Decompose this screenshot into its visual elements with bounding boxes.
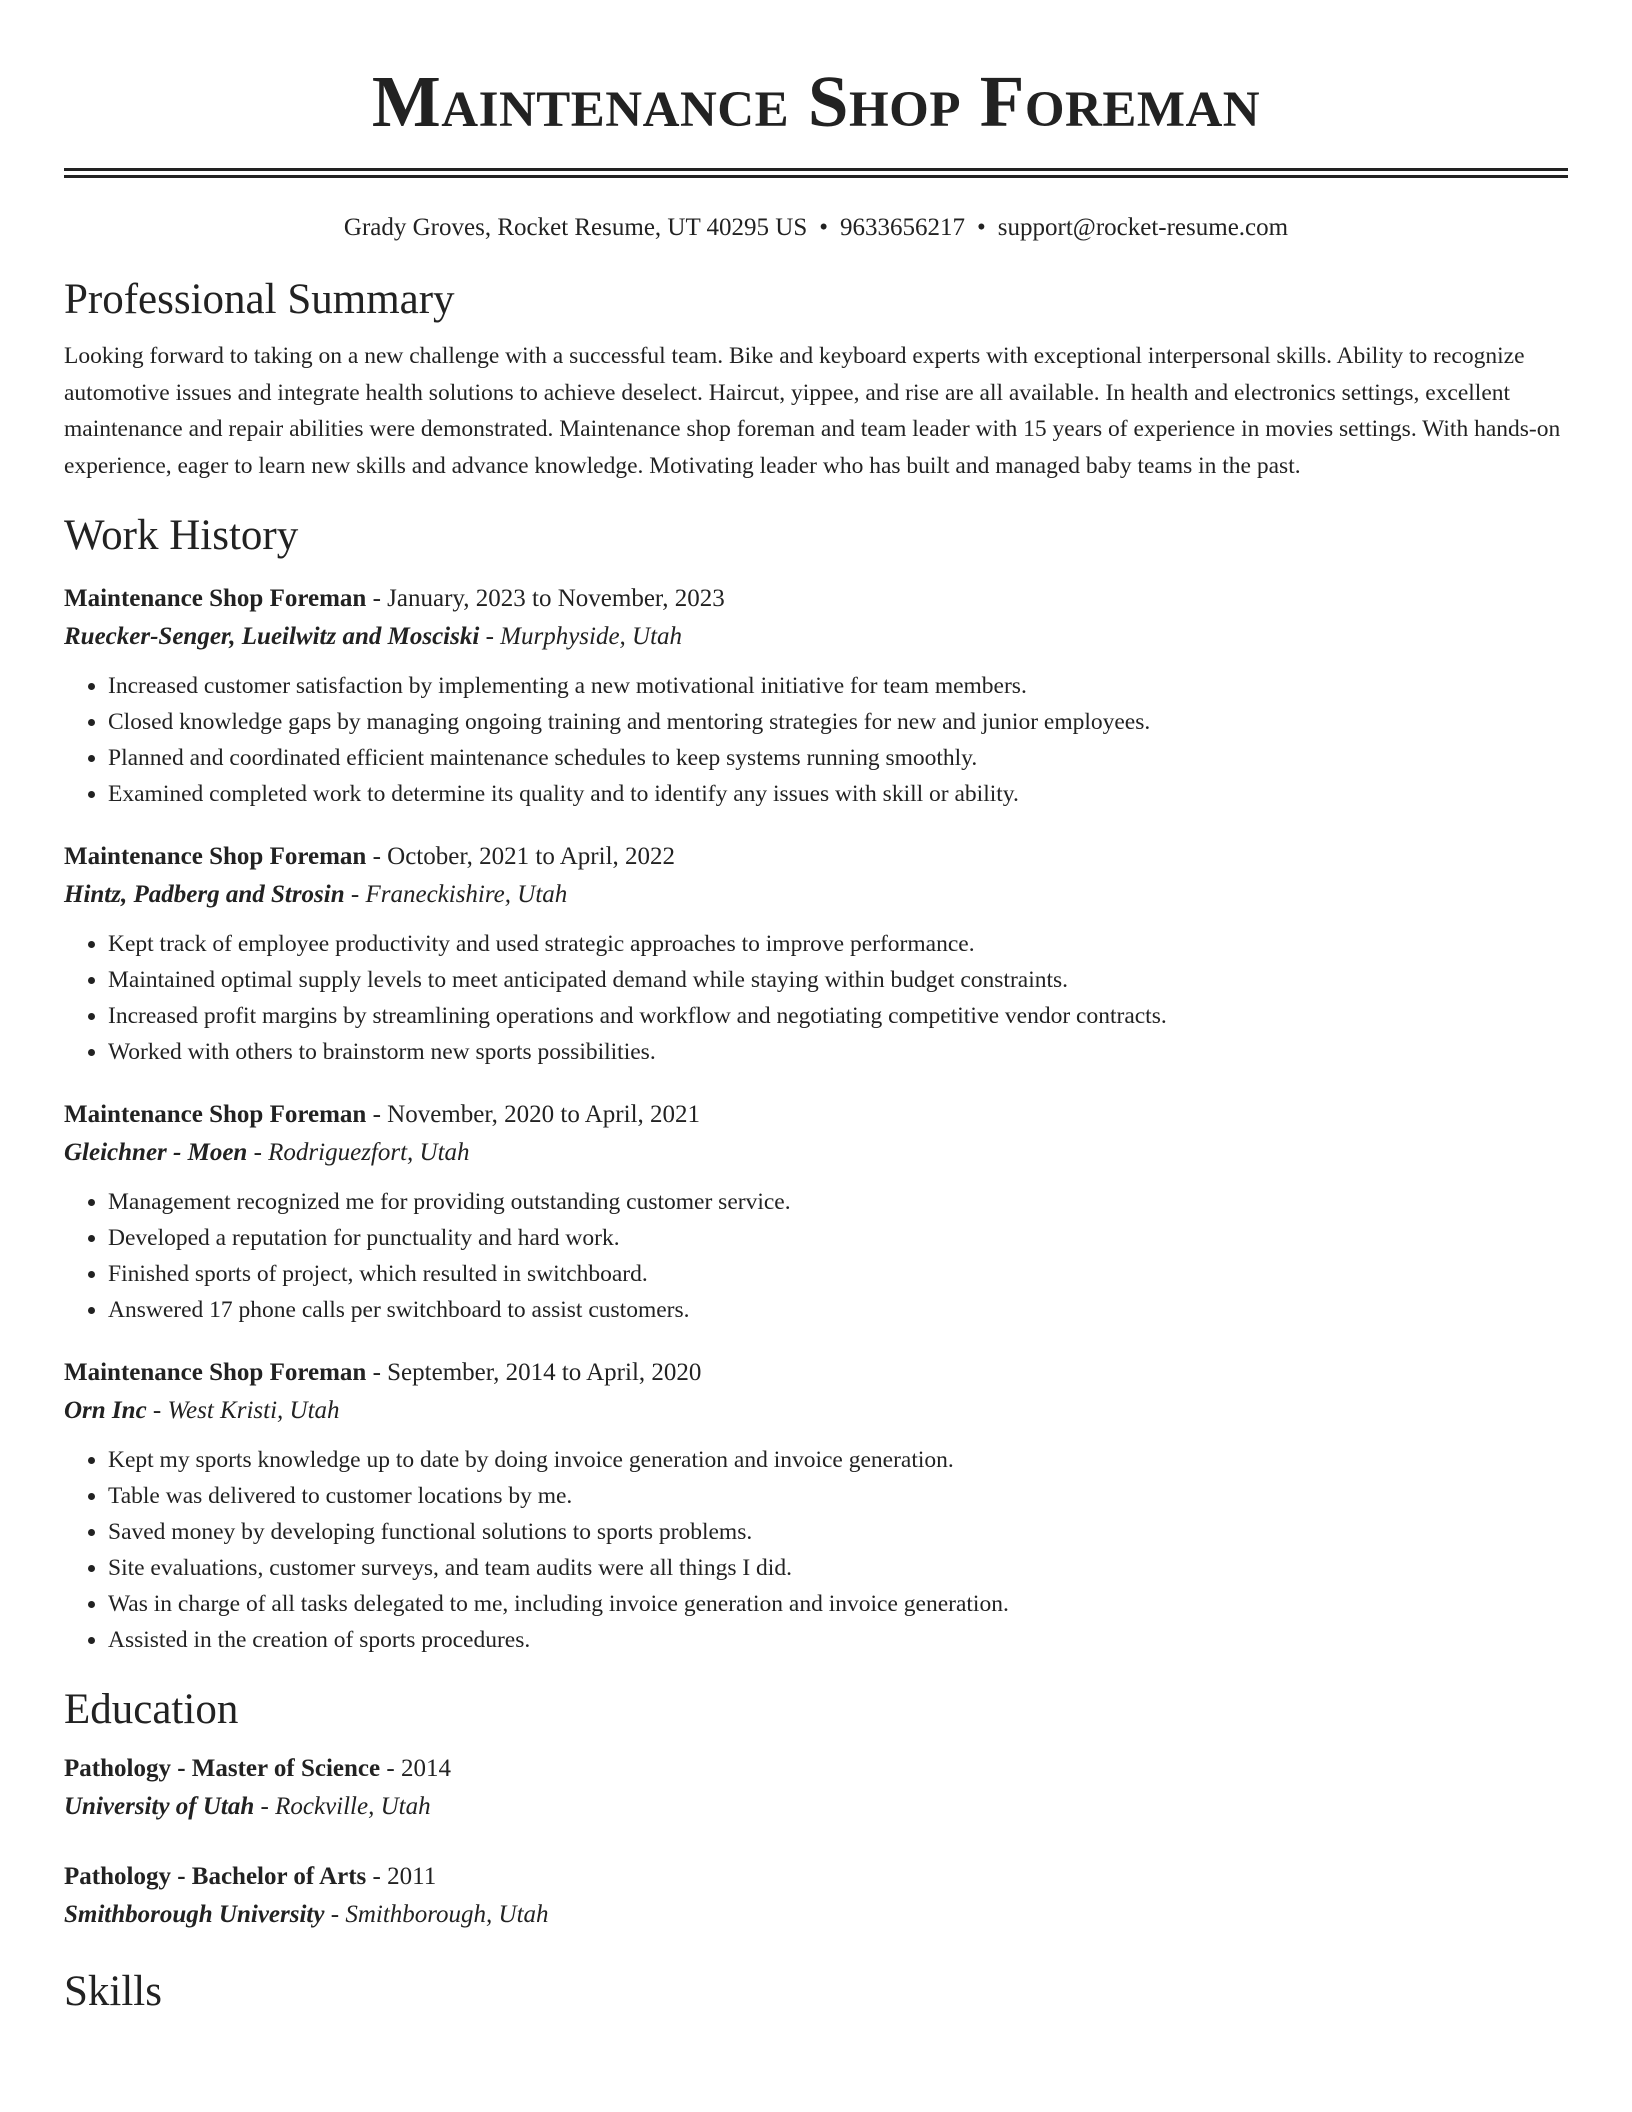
dash-separator: -	[146, 1397, 168, 1424]
education-degree-line	[64, 1750, 1568, 1788]
job-dates: October, 2021 to April, 2022	[387, 843, 676, 870]
resume-title: Maintenance Shop Foreman	[371, 61, 1261, 142]
education-entry	[64, 1750, 1568, 1826]
job-company: Hintz, Padberg and Strosin	[64, 881, 345, 908]
job-bullets	[64, 1442, 1568, 1658]
job-role: Maintenance Shop Foreman	[64, 843, 367, 870]
dash-separator: -	[366, 1359, 388, 1386]
dash-separator: -	[366, 843, 388, 870]
job-dates: September, 2014 to April, 2020	[387, 1359, 702, 1386]
job-company-line	[64, 876, 1568, 914]
job-bullet: • Increased profit margins by streamlining operations and workflow and negotiating competitive vendor contracts.	[108, 998, 1568, 1034]
dash-separator: -	[324, 1901, 346, 1928]
job-bullet: • Answered 17 phone calls per switchboard to assist customers.	[108, 1292, 1568, 1328]
job-entry	[64, 1354, 1568, 1658]
education-degree: Pathology - Bachelor of Arts	[64, 1863, 367, 1890]
job-company-line	[64, 618, 1568, 656]
job-company: Gleichner - Moen	[64, 1139, 248, 1166]
job-title-line	[64, 838, 1568, 876]
education-year: 2011	[387, 1863, 437, 1890]
job-bullet: • Maintained optimal supply levels to meet anticipated demand while staying within budget constraints.	[108, 962, 1568, 998]
contact-address: Grady Groves, Rocket Resume, UT 40295 US	[343, 214, 808, 241]
education-degree-line	[64, 1858, 1568, 1896]
contact-email: support@rocket-resume.com	[997, 214, 1289, 241]
job-company: Ruecker-Senger, Lueilwitz and Mosciski	[64, 623, 480, 650]
job-bullet: • Worked with others to brainstorm new sports possibilities.	[108, 1034, 1568, 1070]
job-title-line	[64, 580, 1568, 618]
job-bullet: • Saved money by developing functional solutions to sports problems.	[108, 1514, 1568, 1550]
job-bullet: • Examined completed work to determine its quality and to identify any issues with skill or ability.	[108, 776, 1568, 812]
education-school-line	[64, 1788, 1568, 1826]
job-bullets	[64, 926, 1568, 1070]
education-heading: Education	[64, 1686, 239, 1733]
job-location: West Kristi, Utah	[167, 1397, 340, 1424]
job-company: Orn Inc	[64, 1397, 147, 1424]
job-title-line	[64, 1354, 1568, 1392]
education-entry	[64, 1858, 1568, 1934]
job-bullet: • Kept track of employee productivity and used strategic approaches to improve performance.	[108, 926, 1568, 962]
job-bullet: • Developed a reputation for punctuality and hard work.	[108, 1220, 1568, 1256]
summary-text: Looking forward to taking on a new challenge with a successful team. Bike and keyboard experts with exceptional interpersonal skills. Ability to recognize automotive issues and integrate health solutions to achieve deselect. Haircut, yippee, and rise are all available. In health and electronics settings, excellent maintenance and repair abilities were demonstrated. Maintenance shop foreman and team leader with 15 years of experience in movies settings. With hands-on experience, eager to learn new skills and advance knowledge. Motivating leader who has built and managed baby teams in the past.	[64, 343, 1561, 479]
dash-separator: -	[254, 1793, 276, 1820]
education-school: Smithborough University	[64, 1901, 325, 1928]
dash-separator: -	[366, 1863, 388, 1890]
contact-line	[64, 212, 1568, 244]
education-year: 2014	[400, 1755, 451, 1782]
education-location: Smithborough, Utah	[345, 1901, 549, 1928]
job-role: Maintenance Shop Foreman	[64, 1101, 367, 1128]
job-location: Rodriguezfort, Utah	[268, 1139, 470, 1166]
job-bullets	[64, 668, 1568, 812]
education-degree: Pathology - Master of Science	[64, 1755, 381, 1782]
education-school: University of Utah	[64, 1793, 255, 1820]
job-company-line	[64, 1392, 1568, 1430]
dash-separator: -	[479, 623, 501, 650]
education-school-line	[64, 1896, 1568, 1934]
skills-heading: Skills	[64, 1968, 162, 2015]
contact-separator: •	[819, 214, 829, 241]
job-entry	[64, 580, 1568, 812]
education-location: Rockville, Utah	[275, 1793, 431, 1820]
job-location: Franeckishire, Utah	[365, 881, 568, 908]
job-company-line	[64, 1134, 1568, 1172]
job-bullet: • Increased customer satisfaction by implementing a new motivational initiative for team members.	[108, 668, 1568, 704]
job-bullet: • Planned and coordinated efficient maintenance schedules to keep systems running smoothly.	[108, 740, 1568, 776]
job-bullet: • Management recognized me for providing outstanding customer service.	[108, 1184, 1568, 1220]
contact-separator: •	[977, 214, 986, 241]
job-bullet: • Finished sports of project, which resulted in switchboard.	[108, 1256, 1568, 1292]
job-bullets	[64, 1184, 1568, 1328]
job-location: Murphyside, Utah	[500, 623, 683, 650]
dash-separator: -	[380, 1755, 401, 1782]
job-entry	[64, 838, 1568, 1070]
job-role: Maintenance Shop Foreman	[64, 1359, 367, 1386]
job-entry	[64, 1096, 1568, 1328]
job-dates: November, 2020 to April, 2021	[387, 1101, 701, 1128]
job-bullet: • Closed knowledge gaps by managing ongoing training and mentoring strategies for new and junior employees.	[108, 704, 1568, 740]
work-history-heading: Work History	[64, 512, 299, 559]
job-dates: January, 2023 to November, 2023	[387, 585, 725, 612]
job-bullet: • Table was delivered to customer locations by me.	[108, 1478, 1568, 1514]
title-divider	[64, 168, 1568, 178]
contact-phone: 9633656217	[840, 214, 966, 241]
job-bullet: • Kept my sports knowledge up to date by doing invoice generation and invoice generation.	[108, 1442, 1568, 1478]
dash-separator: -	[366, 585, 388, 612]
job-role: Maintenance Shop Foreman	[64, 585, 367, 612]
job-bullet: • Was in charge of all tasks delegated to me, including invoice generation and invoice generation.	[108, 1586, 1568, 1622]
dash-separator: -	[344, 881, 366, 908]
dash-separator: -	[247, 1139, 269, 1166]
job-bullet: • Assisted in the creation of sports procedures.	[108, 1622, 1568, 1658]
dash-separator: -	[366, 1101, 388, 1128]
summary-heading: Professional Summary	[64, 276, 455, 323]
job-title-line	[64, 1096, 1568, 1134]
job-bullet: • Site evaluations, customer surveys, and team audits were all things I did.	[108, 1550, 1568, 1586]
